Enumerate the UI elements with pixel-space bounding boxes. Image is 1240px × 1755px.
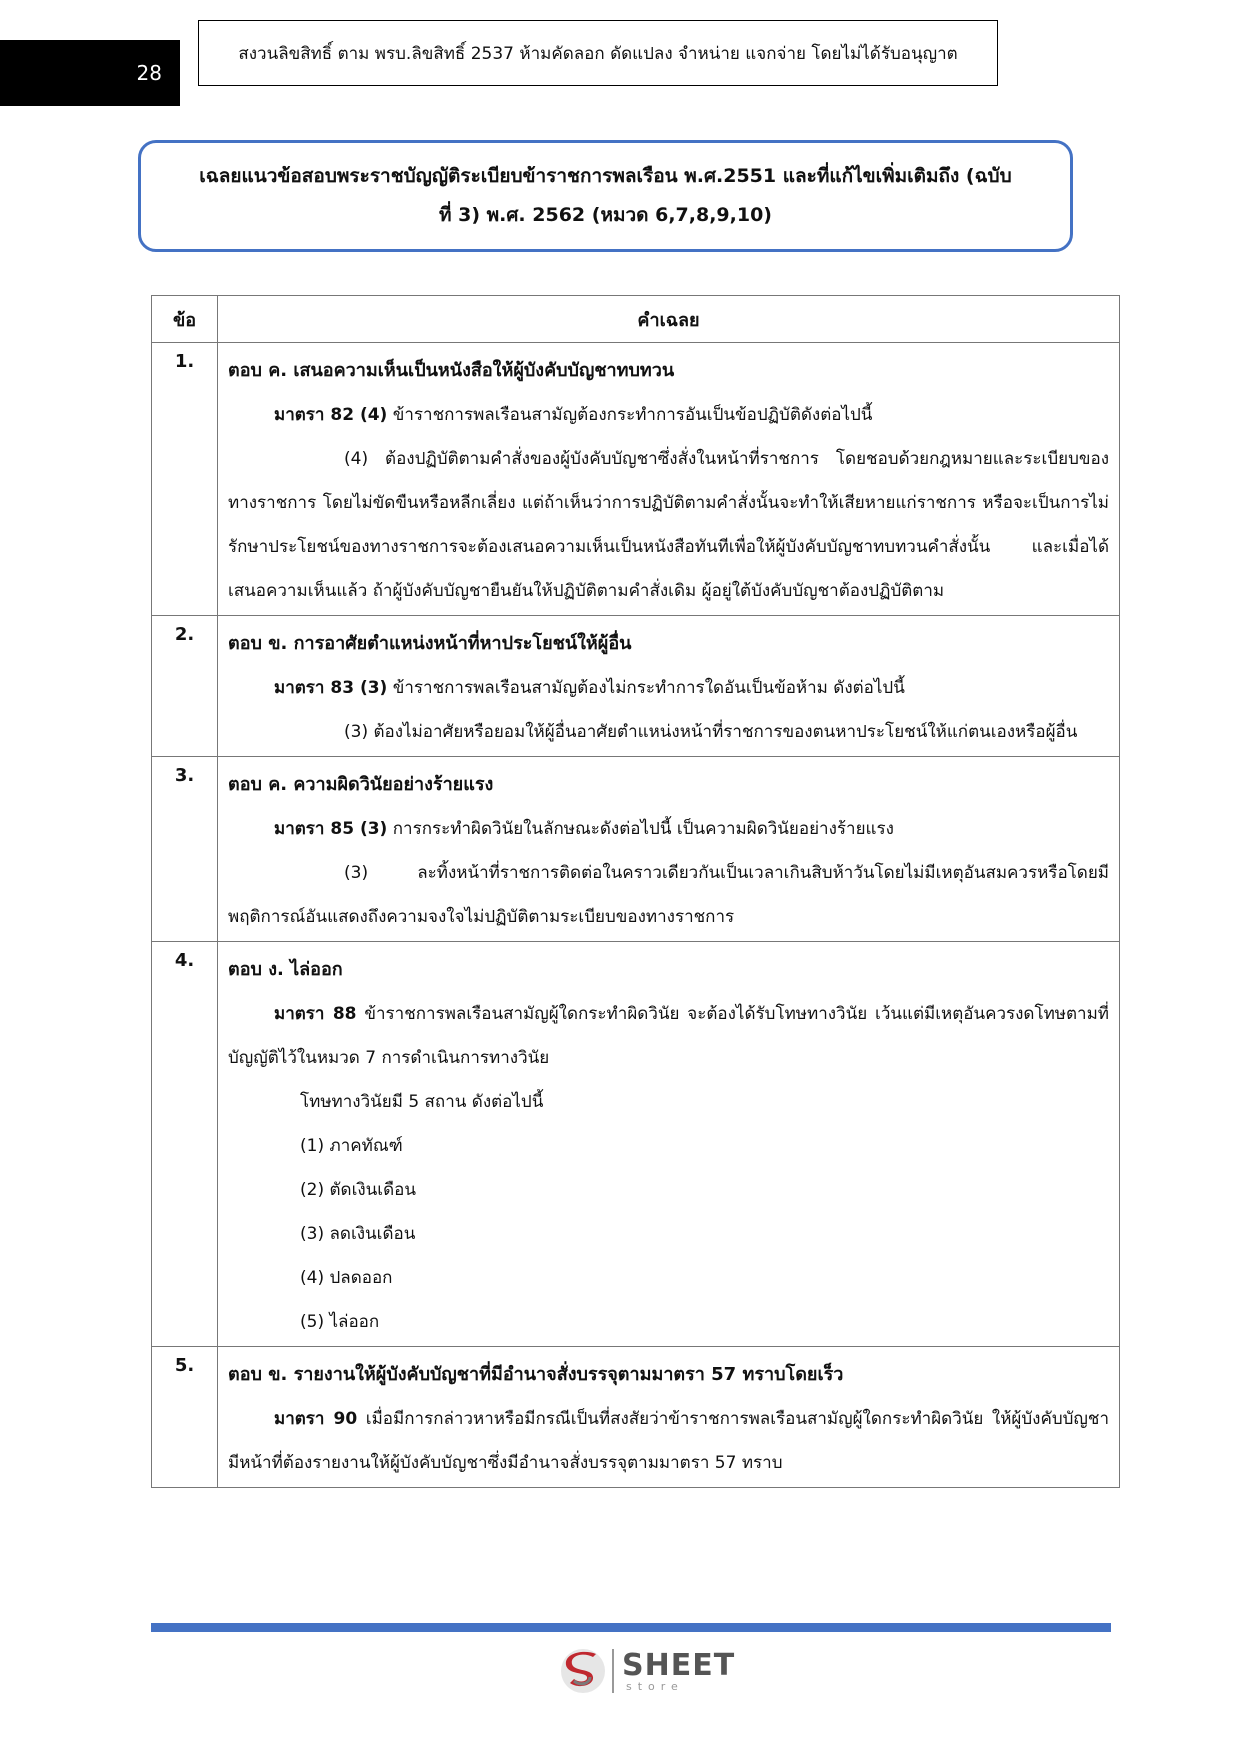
penalty-item: (4) ปลดออก (300, 1268, 393, 1288)
row-answer-cell (218, 343, 1120, 616)
header-no: ข้อ (152, 296, 218, 343)
page-number (0, 40, 180, 106)
penalty-item: (2) ตัดเงินเดือน (300, 1180, 416, 1200)
row-number: 2. (152, 616, 218, 757)
logo-text (622, 1647, 736, 1693)
answer-choice: ตอบ ข. การอาศัยตำแหน่งหน้าที่หาประโยชน์ให้ผู้อื่น (228, 633, 632, 654)
answer-choice: ตอบ ค. เสนอความเห็นเป็นหนังสือให้ผู้บังคับบัญชาทบทวน (228, 360, 675, 381)
section-paragraph (228, 393, 1109, 437)
answer-choice: ตอบ ข. รายงานให้ผู้บังคับบัญชาที่มีอำนาจสั่งบรรจุตามมาตรา 57 ทราบโดยเร็ว (228, 1364, 844, 1385)
footer-rule (151, 1623, 1111, 1632)
logo-sub-text: store (626, 1679, 684, 1693)
section-text: การกระทำผิดวินัยในลักษณะดังต่อไปนี้ เป็นความผิดวินัยอย่างร้ายแรง (387, 819, 894, 839)
section-text: ข้าราชการพลเรือนสามัญต้องไม่กระทำการใดอันเป็นข้อห้าม ดังต่อไปนี้ (387, 678, 905, 698)
copyright-text: สงวนลิขสิทธิ์ ตาม พรบ.ลิขสิทธิ์ 2537 ห้ามคัดลอก ดัดแปลง จำหน่าย แจกจ่าย โดยไม่ได้รับอนุญาต (238, 43, 958, 64)
row-answer-cell (218, 757, 1120, 942)
section-text: เมื่อมีการกล่าวหาหรือมีกรณีเป็นที่สงสัยว่าข้าราชการพลเรือนสามัญผู้ใดกระทำผิดวินัย ให้ผู้บังคับบัญชามีหน้าที่ต้องรายงานให้ผู้บังคับบัญชาซึ่งมีอำนาจสั่งบรรจุตามมาตรา 57 ทราบ (228, 1409, 1109, 1473)
section-label: มาตรา 82 (4) (274, 405, 388, 425)
row-number: 4. (152, 942, 218, 1347)
detail-paragraph: (3) ละทิ้งหน้าที่ราชการติดต่อในคราวเดียวกันเป็นเวลาเกินสิบห้าวันโดยไม่มีเหตุอันสมควรหรือโดยมีพฤติการณ์อันแสดงถึงความจงใจไม่ปฏิบัติตามระเบียบของทางราชการ (228, 863, 1109, 927)
detail-paragraph: (4) ต้องปฏิบัติตามคำสั่งของผู้บังคับบัญชาซึ่งสั่งในหน้าที่ราชการ โดยชอบด้วยกฎหมายและระเบียบของทางราชการ โดยไม่ขัดขืนหรือหลีกเลี่ยง แต่ถ้าเห็นว่าการปฏิบัติตามคำสั่งนั้นจะทำให้เสียหายแก่ราชการ หรือจะเป็นการไม่รักษาประโยชน์ของทางราชการจะต้องเสนอความเห็นเป็นหนังสือทันทีเพื่อให้ผู้บังคับบัญชาทบทวนคำสั่งนั้น และเมื่อได้เสนอความเห็นแล้ว ถ้าผู้บังคับบัญชายืนยันให้ปฏิบัติตามคำสั่งเดิม ผู้อยู่ใต้บังคับบัญชาต้องปฏิบัติตาม (228, 449, 1109, 601)
section-text: ข้าราชการพลเรือนสามัญต้องกระทำการอันเป็นข้อปฏิบัติดังต่อไปนี้ (387, 405, 873, 425)
sheet-store-logo-icon (560, 1646, 606, 1696)
section-paragraph (228, 1397, 1109, 1485)
answer-choice: ตอบ ค. ความผิดวินัยอย่างร้ายแรง (228, 774, 494, 795)
table-row (152, 343, 1120, 616)
section-paragraph (228, 992, 1109, 1080)
section-label: มาตรา 85 (3) (274, 819, 388, 839)
penalty-intro: โทษทางวินัยมี 5 สถาน ดังต่อไปนี้ (300, 1092, 544, 1112)
penalty-item: (5) ไล่ออก (300, 1312, 380, 1332)
penalty-item: (1) ภาคทัณฑ์ (300, 1136, 403, 1156)
row-answer-cell (218, 942, 1120, 1347)
copyright-notice (198, 20, 998, 86)
title-line-2: ที่ 3) พ.ศ. 2562 (หมวด 6,7,8,9,10) (438, 204, 772, 226)
row-answer-cell (218, 1347, 1120, 1488)
section-label: มาตรา 83 (3) (274, 678, 388, 698)
penalty-item: (3) ลดเงินเดือน (300, 1224, 416, 1244)
answer-table (151, 295, 1120, 1488)
header-answer: คำเฉลย (218, 296, 1120, 343)
page-number-text: 28 (136, 61, 162, 85)
section-paragraph (228, 807, 1109, 851)
row-number: 5. (152, 1347, 218, 1488)
section-text: ข้าราชการพลเรือนสามัญผู้ใดกระทำผิดวินัย จะต้องได้รับโทษทางวินัย เว้นแต่มีเหตุอันควรงดโทษตามที่บัญญัติไว้ในหมวด 7 การดำเนินการทางวินัย (228, 1004, 1110, 1068)
section-paragraph (228, 666, 1109, 710)
table-row (152, 1347, 1120, 1488)
section-label: มาตรา 90 (274, 1409, 358, 1429)
section-label: มาตรา 88 (274, 1004, 357, 1024)
table-row (152, 757, 1120, 942)
logo-separator (612, 1649, 614, 1693)
page-title (138, 140, 1073, 252)
row-answer-cell (218, 616, 1120, 757)
table-row (152, 616, 1120, 757)
sheet-store-logo (560, 1644, 735, 1698)
table-row (152, 942, 1120, 1347)
detail-paragraph: (3) ต้องไม่อาศัยหรือยอมให้ผู้อื่นอาศัยตำแหน่งหน้าที่ราชการของตนหาประโยชน์ให้แก่ตนเองหรือผู้อื่น (344, 722, 1078, 742)
title-line-1: เฉลยแนวข้อสอบพระราชบัญญัติระเบียบข้าราชการพลเรือน พ.ศ.2551 และที่แก้ไขเพิ่มเติมถึง (ฉบับ (199, 165, 1012, 187)
table-header-row (152, 296, 1120, 343)
row-number: 1. (152, 343, 218, 616)
logo-main-text: SHEET (622, 1647, 736, 1683)
answer-choice: ตอบ ง. ไล่ออก (228, 959, 343, 980)
row-number: 3. (152, 757, 218, 942)
